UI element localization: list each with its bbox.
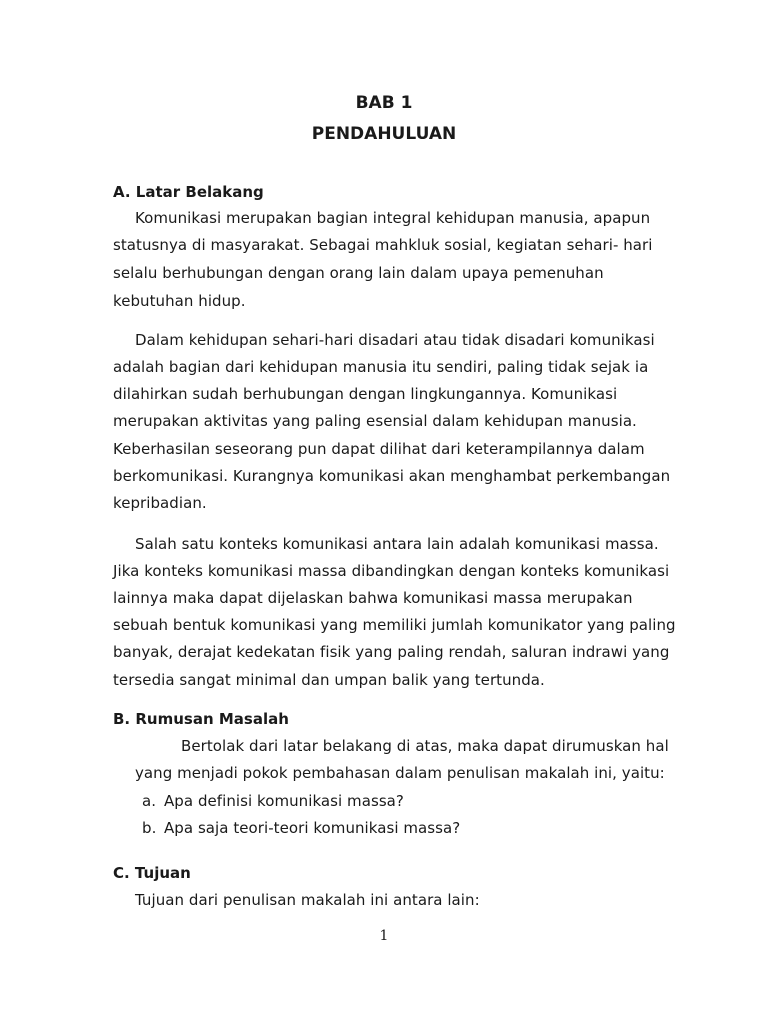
section-c-intro: Tujuan dari penulisan makalah ini antara lain:	[135, 891, 480, 909]
list-marker: a.	[142, 792, 157, 810]
paragraph-line: Salah satu konteks komunikasi antara lain adalah komunikasi massa.	[135, 535, 659, 553]
paragraph-line: dilahirkan sudah berhubungan dengan lingkungannya. Komunikasi	[113, 385, 618, 403]
section-b-heading: B. Rumusan Masalah	[113, 710, 289, 728]
chapter-title: PENDAHULUAN	[311, 124, 457, 144]
paragraph-line: Komunikasi merupakan bagian integral kehidupan manusia, apapun	[135, 209, 651, 227]
list-item: Apa definisi komunikasi massa?	[164, 792, 404, 810]
paragraph-line: lainnya maka dapat dijelaskan bahwa komunikasi massa merupakan	[113, 589, 633, 607]
list-item: Apa saja teori-teori komunikasi massa?	[164, 819, 461, 837]
paragraph-line: adalah bagian dari kehidupan manusia itu sendiri, paling tidak sejak ia	[113, 358, 649, 376]
paragraph-line: tersedia sangat minimal dan umpan balik yang tertunda.	[113, 671, 545, 689]
paragraph-line: berkomunikasi. Kurangnya komunikasi akan menghambat perkembangan	[113, 467, 671, 485]
paragraph-line: kepribadian.	[113, 494, 207, 512]
paragraph-line: Jika konteks komunikasi massa dibandingkan dengan konteks komunikasi	[113, 562, 670, 580]
paragraph-line: Keberhasilan seseorang pun dapat dilihat dari keterampilannya dalam	[113, 440, 645, 458]
page-number: 1	[379, 928, 389, 944]
section-c-heading: C. Tujuan	[113, 864, 191, 882]
chapter-number: BAB 1	[355, 93, 413, 113]
paragraph-line: merupakan aktivitas yang paling esensial dalam kehidupan manusia.	[113, 412, 637, 430]
list-marker: b.	[142, 819, 157, 837]
paragraph-line: yang menjadi pokok pembahasan dalam penulisan makalah ini, yaitu:	[135, 764, 665, 782]
paragraph-line: banyak, derajat kedekatan fisik yang paling rendah, saluran indrawi yang	[113, 643, 670, 661]
paragraph-line: selalu berhubungan dengan orang lain dalam upaya pemenuhan	[113, 264, 604, 282]
paragraph-line: statusnya di masyarakat. Sebagai mahkluk sosial, kegiatan sehari- hari	[113, 236, 653, 254]
paragraph-line: Dalam kehidupan sehari-hari disadari atau tidak disadari komunikasi	[135, 331, 655, 349]
paragraph-line: kebutuhan hidup.	[113, 292, 246, 310]
paragraph-line: sebuah bentuk komunikasi yang memiliki jumlah komunikator yang paling	[113, 616, 676, 634]
section-a-heading: A. Latar Belakang	[113, 183, 264, 201]
paragraph-line: Bertolak dari latar belakang di atas, maka dapat dirumuskan hal	[181, 737, 669, 755]
